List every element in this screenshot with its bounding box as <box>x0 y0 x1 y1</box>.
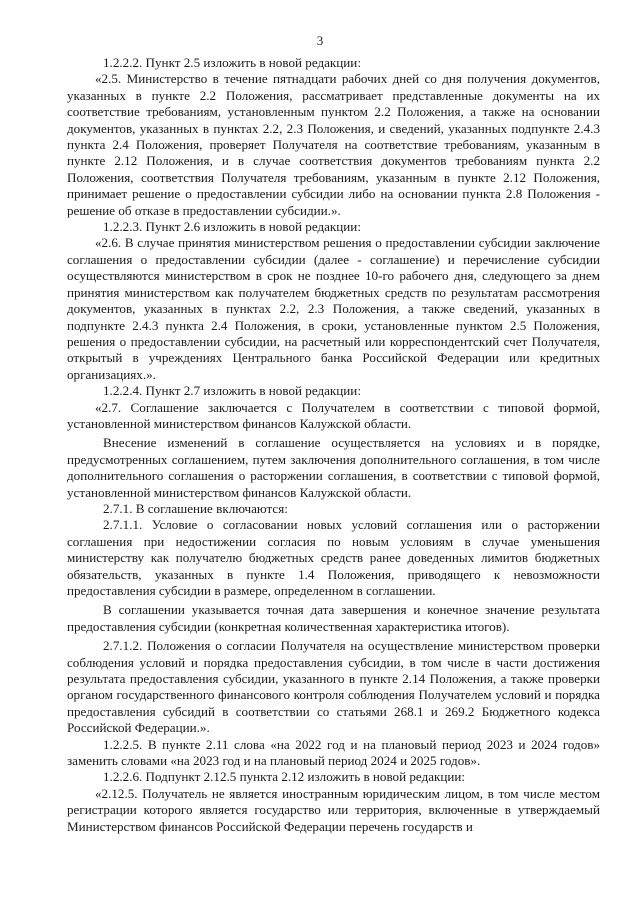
paragraph-completion-date: В соглашении указывается точная дата завершения и конечное значение результата предоставления субсидии (конкретная количественная характеристика итогов). <box>67 602 600 634</box>
document-body <box>67 55 600 835</box>
paragraph-quote-2-6: «2.6. В случае принятия министерством решения о предоставлении субсидии заключение соглашения о предоставлении субсидии (далее - соглашение) и перечисление субсидии осуществляются министерством в срок не позднее 10-го рабочего дня, следующего за днем принятия министерством как получателем бюджетных средств по результатам рассмотрения документов, указанных в пунктах 2.2, 2.3 Положения, а также сведений, указанных в подпункте 2.4.3 пункта 2.4 Положения, в сроки, установленные пунктом 2.5 Положения, решения о предоставлении субсидии, на расчетный или корреспондентский счет Получателя, открытый в учреждениях Центрального банка Российской Федерации или кредитных организациях.». <box>67 235 600 382</box>
paragraph-1-2-2-5: 1.2.2.5. В пункте 2.11 слова «на 2022 год и на плановый период 2023 и 2024 годов» заменить словами «на 2023 год и на плановый период 2024 и 2025 годов». <box>67 736 600 769</box>
paragraph-quote-2-5: «2.5. Министерство в течение пятнадцати рабочих дней со дня получения документов, указанных в пункте 2.2 Положения, рассматривает представленные документы на их соответствие требованиям, установленным пунктом 2.2 Положения, а также на основании документов, указанных в пунктах 2.2, 2.3 Положения, и сведений, указанных подпункте 2.4.3 пункта 2.4 Положения, проверяет Получателя на соответствие требованиям, указанным в пункте 2.12 Положения, и в случае соответствия документов требованиям пункта 2.2 Положения, соответствия Получателя требованиям, указанным в пункте 2.12 Положения, принимает решение о предоставлении субсидии либо на основании пункта 2.8 Положения - решение об отказе в предоставлении субсидии.». <box>67 71 600 218</box>
paragraph-1-2-2-3: 1.2.2.3. Пункт 2.6 изложить в новой редакции: <box>103 219 361 235</box>
paragraph-2-7-1-2: 2.7.1.2. Положения о согласии Получателя на осуществление министерством проверки соблюдения условий и порядка предоставления субсидии, в том числе в части достижения результата предоставления субсидии, указанного в пункте 2.14 Положения, а также проверки органом государственного финансового контроля соблюдения Получателем условий и порядка предоставления субсидий в соответствии со статьями 268.1 и 269.2 Бюджетного кодекса Российской Федерации.». <box>67 638 600 736</box>
paragraph-quote-2-12-5: «2.12.5. Получатель не является иностранным юридическим лицом, в том числе местом регистрации которого является государство или территория, включенные в утверждаемый Министерством финансов Российской Федерации перечень государств и <box>67 785 600 834</box>
paragraph-quote-2-7: «2.7. Соглашение заключается с Получателем в соответствии с типовой формой, установленной министерством финансов Калужской области. <box>67 399 600 431</box>
page-number: 3 <box>316 33 324 48</box>
paragraph-1-2-2-6: 1.2.2.6. Подпункт 2.12.5 пункта 2.12 изложить в новой редакции: <box>103 769 466 785</box>
paragraph-amendments: Внесение изменений в соглашение осуществляется на условиях и в порядке, предусмотренных соглашением, путем заключения дополнительного соглашения, в том числе дополнительного соглашения о расторжении соглашения, в соответствии с типовой формой, установленной министерством финансов Калужской области. <box>67 435 600 500</box>
paragraph-1-2-2-4: 1.2.2.4. Пункт 2.7 изложить в новой редакции: <box>103 383 361 399</box>
paragraph-2-7-1: 2.7.1. В соглашение включаются: <box>103 500 288 516</box>
paragraph-2-7-1-1: 2.7.1.1. Условие о согласовании новых условий соглашения или о расторжении соглашения при недостижении согласия по новым условиям в случае уменьшения министерству как получателю бюджетных средств ранее доведенных лимитов бюджетных обязательств, указанных в пункте 1.4 Положения, приводящего к невозможности предоставления субсидии в размере, определенном в соглашении. <box>67 517 600 598</box>
paragraph-1-2-2-2: 1.2.2.2. Пункт 2.5 изложить в новой редакции: <box>103 55 361 70</box>
